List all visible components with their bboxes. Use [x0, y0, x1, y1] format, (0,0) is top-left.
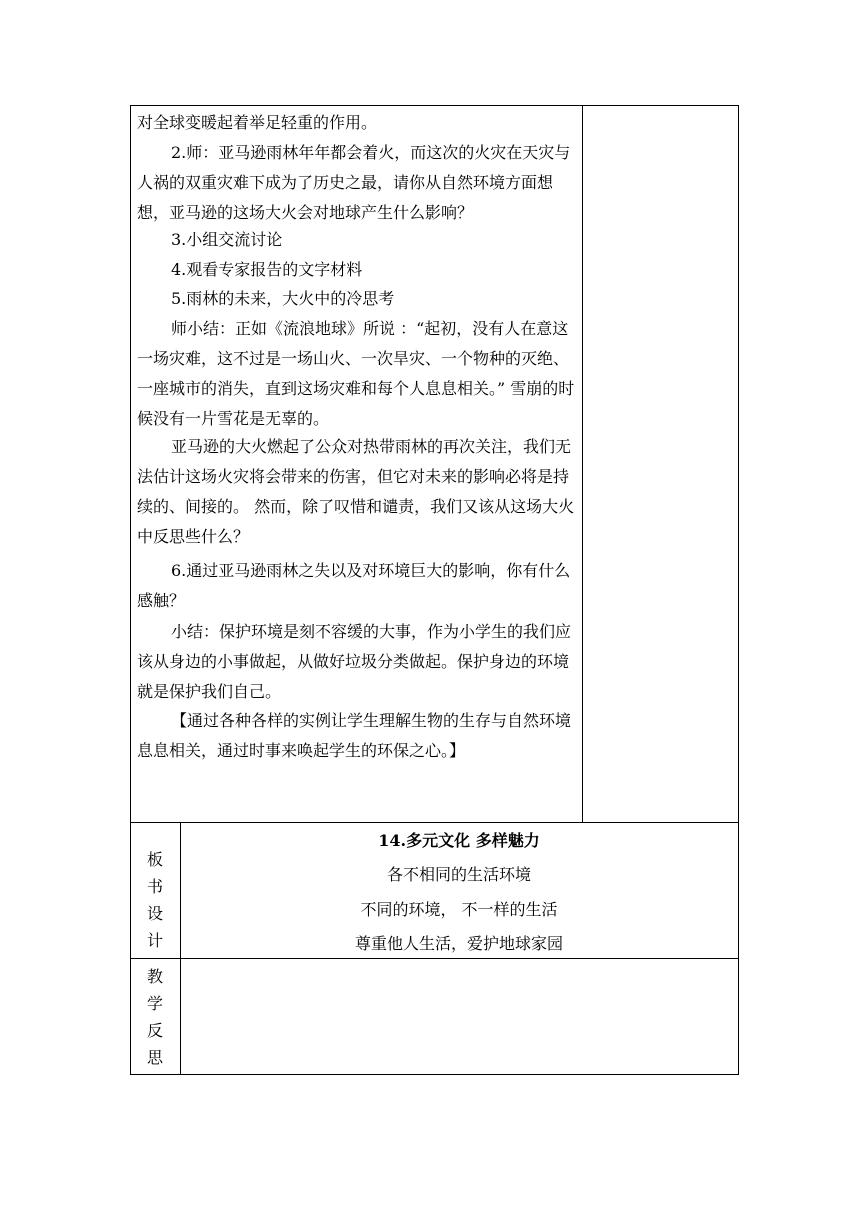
- board-line: 各不相同的生活环境: [386, 865, 531, 884]
- board-line: 尊重他人生活，爱护地球家园: [354, 934, 563, 953]
- board-design-label: [131, 846, 179, 954]
- lesson-paragraph: 小结：保护环境是刻不容缓的大事，作为小学生的我们应该从身边的小事做起，从做好垃圾分类做起。保护身边的环境就是保护我们自己。: [137, 622, 572, 701]
- table-right-border: [738, 105, 739, 1075]
- label-char: 设: [146, 904, 163, 923]
- lesson-paragraph: 6.通过亚马逊雨林之失以及对环境巨大的影响，你有什么感触？: [137, 561, 571, 610]
- design-intent-note: 【通过各种各样的实例让学生理解生物的生存与自然环境息息相关，通过时事来唤起学生的环保之心。】: [137, 711, 572, 760]
- label-char: 反: [146, 1021, 163, 1040]
- table-top-border: [130, 105, 739, 106]
- lesson-paragraph: 师小结：正如《流浪地球》所说 ：“起初，没有人在意这一场灾难，这不过是一场山火、一次旱灾、一个物种的灭绝、一座城市的消失，直到这场灾难和每个人息息相关。” 雪崩的时候没有一片雪花是无辜的。: [137, 319, 575, 428]
- lesson-paragraph: 5.雨林的未来，大火中的冷思考: [171, 289, 395, 308]
- table-bottom-border: [130, 1074, 739, 1075]
- board-line: 不同的环境， 不一样的生活: [360, 900, 558, 919]
- label-char: 教: [146, 967, 163, 986]
- label-char: 思: [146, 1048, 163, 1067]
- lesson-paragraph: 对全球变暖起着举足轻重的作用。: [137, 113, 378, 132]
- label-char: 计: [146, 931, 163, 950]
- reflection-row-top-border: [130, 958, 739, 959]
- reflection-label: [131, 963, 179, 1071]
- board-row-top-border: [130, 822, 739, 823]
- label-char: 板: [146, 850, 163, 869]
- lesson-paragraph: 2.师：亚马逊雨林年年都会着火，而这次的火灾在天灾与人祸的双重灾难下成为了历史之最，请你从自然环境方面想想，亚马逊的这场大火会对地球产生什么影响？: [137, 143, 571, 222]
- content-column-divider: [582, 105, 583, 823]
- lesson-paragraph: 3.小组交流讨论: [171, 230, 283, 249]
- lesson-paragraph: 亚马逊的大火燃起了公众对热带雨林的再次关注，我们无法估计这场火灾将会带来的伤害，但它对未来的影响必将是持续的、间接的。 然而，除了叹惜和谴责，我们又该从这场大火中反思些什么？: [137, 437, 575, 546]
- lesson-paragraph: 4.观看专家报告的文字材料: [171, 260, 363, 279]
- label-char: 书: [146, 877, 163, 896]
- board-title: 14.多元文化 多样魅力: [378, 831, 540, 850]
- label-char: 学: [146, 994, 163, 1013]
